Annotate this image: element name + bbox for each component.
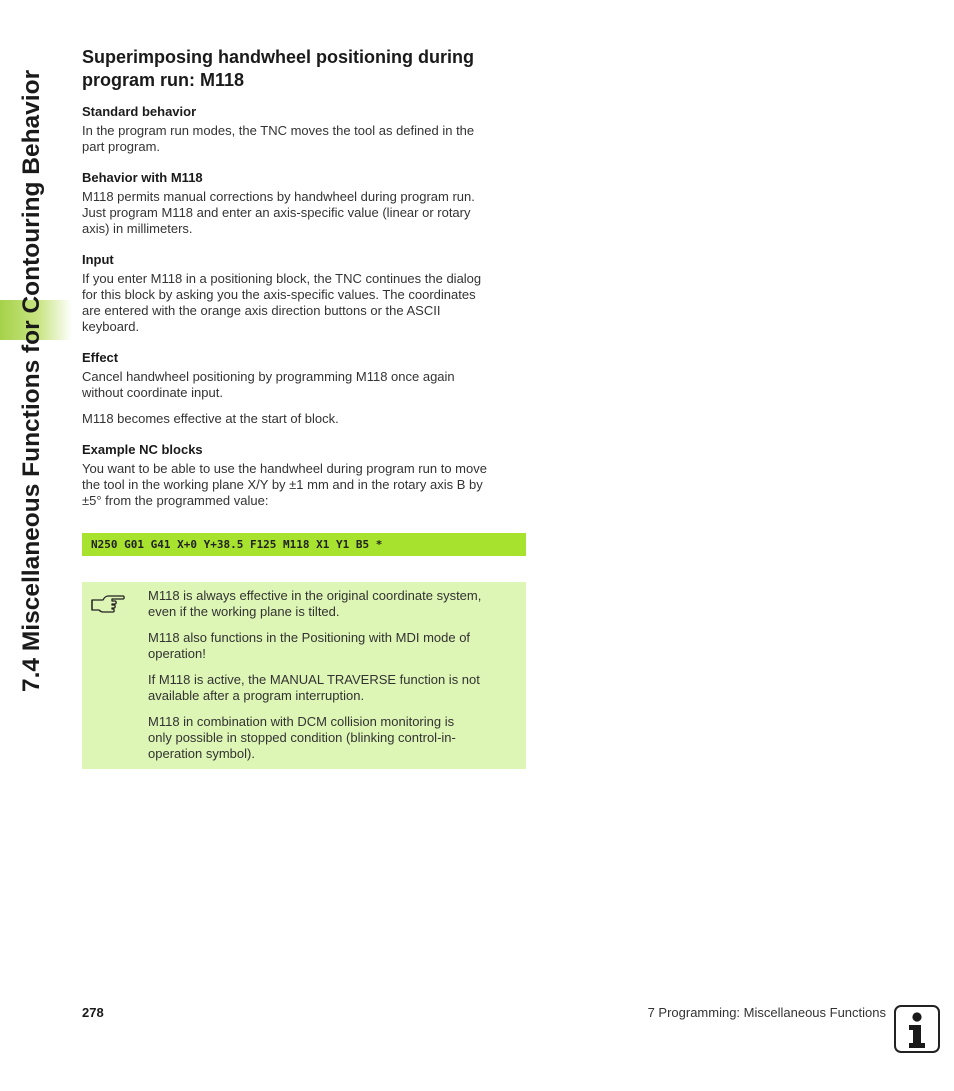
- section-title-line1: Superimposing handwheel positioning during: [82, 47, 474, 67]
- note-item: If M118 is active, the MANUAL TRAVERSE function is not available after a program interruption.: [148, 672, 480, 703]
- paragraph-effect-extra: M118 becomes effective at the start of block.: [82, 411, 339, 426]
- paragraph-example: You want to be able to use the handwheel during program run to move the tool in the working plane X/Y by ±1 mm and in the rotary axis B by ±5° from the programmed value:: [82, 461, 487, 508]
- nc-code-line: N250 G01 G41 X+0 Y+38.5 F125 M118 X1 Y1 B5 *: [91, 538, 383, 551]
- heading-example-nc-blocks: Example NC blocks: [82, 442, 203, 457]
- heading-effect: Effect: [82, 350, 119, 365]
- note-list: [148, 588, 520, 762]
- paragraph-standard-behavior: In the program run modes, the TNC moves the tool as defined in the part program.: [82, 123, 475, 154]
- heading-behavior-m118: Behavior with M118: [82, 170, 203, 185]
- nc-code-block: [82, 533, 526, 556]
- note-box: [82, 582, 526, 769]
- side-section-title: 7.4 Miscellaneous Functions for Contouring Behavior: [18, 69, 45, 692]
- heading-standard-behavior: Standard behavior: [82, 104, 197, 119]
- paragraph-effect: Cancel handwheel positioning by programming M118 once again without coordinate input.: [82, 369, 455, 400]
- main-content: [82, 46, 526, 509]
- heading-input: Input: [82, 252, 114, 267]
- info-icon: [894, 1005, 940, 1053]
- note-item: M118 in combination with DCM collision monitoring is only possible in stopped condition (blinking control-in- operation symbol).: [148, 714, 456, 761]
- note-item: M118 is always effective in the original coordinate system, even if the working plane is tilted.: [148, 588, 482, 619]
- page-number: 278: [82, 1005, 104, 1020]
- note-item: M118 also functions in the Positioning with MDI mode of operation!: [148, 630, 471, 661]
- paragraph-input: If you enter M118 in a positioning block, the TNC continues the dialog for this block by asking you the axis-specific values. The coordinates are entered with the orange axis direction buttons or the ASCII keyboard.: [82, 271, 482, 334]
- paragraph-behavior-m118: M118 permits manual corrections by handwheel during program run. Just program M118 and enter an axis-specific value (linear or rotary axis) in millimeters.: [82, 189, 475, 236]
- section-title-line2: program run: M118: [82, 70, 245, 90]
- chapter-title: 7 Programming: Miscellaneous Functions: [647, 1005, 886, 1020]
- section-title: [82, 46, 526, 92]
- info-glyph: [896, 1007, 938, 1051]
- pointing-hand-icon: [90, 592, 126, 614]
